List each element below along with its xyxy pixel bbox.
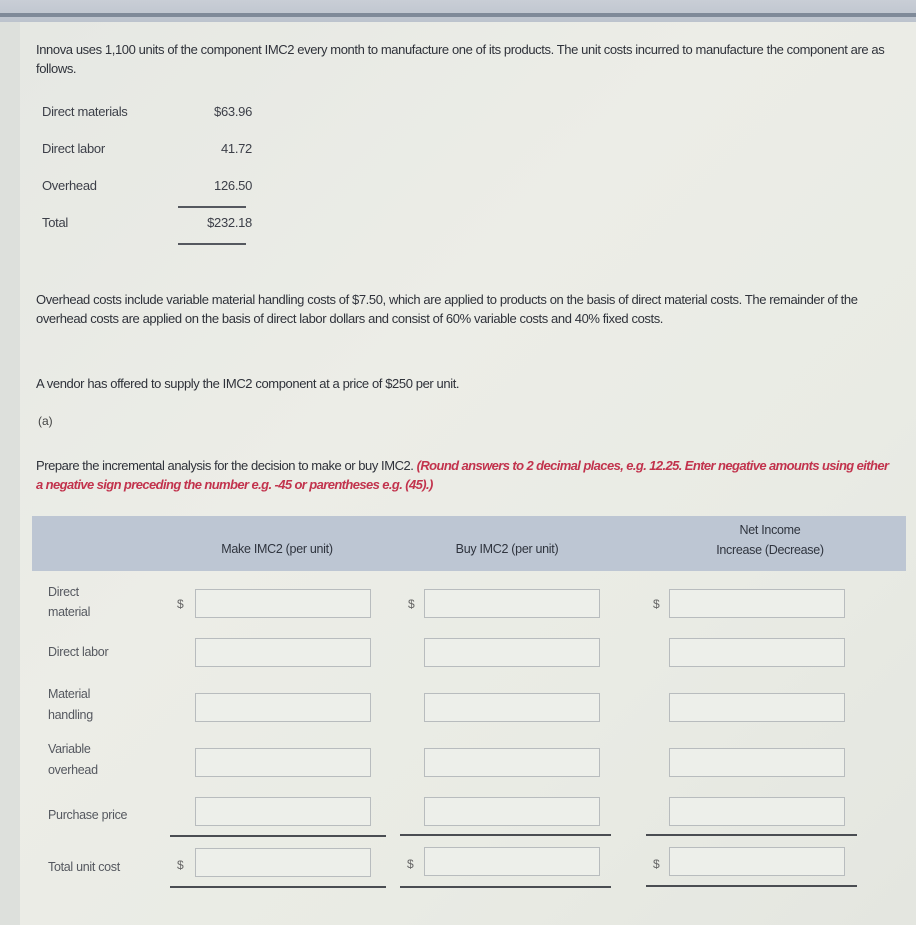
total-rule [170,886,386,888]
total-rule [400,886,611,888]
column-header-make: Make IMC2 (per unit) [221,542,333,556]
dollar-sign: $ [653,857,660,871]
buy-variable-overhead-input[interactable] [424,748,600,777]
browser-top-bar [0,0,916,22]
column-header-net-income-line1: Net Income [739,523,801,537]
make-variable-overhead-input[interactable] [195,748,371,777]
cost-row-overhead [42,176,252,213]
vendor-offer: A vendor has offered to supply the IMC2 component at a price of $250 per unit. [36,376,460,391]
net-total-unit-cost-input[interactable] [669,847,845,876]
problem-intro: Innova uses 1,100 units of the component IMC2 every month to manufacture one of its products. The unit costs incurred to manufacture the component are as follows. [36,42,885,76]
unit-cost-table [42,102,252,250]
dollar-sign: $ [177,597,184,611]
part-a-instruction [36,456,896,494]
buy-material-handling-input[interactable] [424,693,600,722]
cost-value: $232.18 [207,215,252,230]
row-label: Total unit cost [48,860,120,874]
row-label: Purchase price [48,808,128,822]
dollar-sign: $ [653,597,660,611]
cost-row-total [42,213,252,250]
cost-value: 41.72 [220,141,252,156]
cost-label: Direct materials [42,104,128,119]
make-material-handling-input[interactable] [195,693,371,722]
row-label-line2: handling [48,708,93,722]
make-direct-material-input[interactable] [195,589,371,618]
net-material-handling-input[interactable] [669,693,845,722]
subtotal-rule [400,834,611,836]
row-label: Variable [48,742,91,756]
part-a-label: (a) [38,414,53,428]
cost-row-direct-labor [42,139,252,176]
analysis-table-header [32,516,906,571]
subtotal-rule [170,835,386,837]
make-direct-labor-input[interactable] [195,638,371,667]
dollar-sign: $ [407,857,414,871]
instruction-note: (Round answers to 2 decimal places, e.g. 12.25. Enter negative amounts using either a negative sign preceding the number e.g. -45 or parentheses e.g. (45).) [36,458,889,492]
column-header-net-income-line2: Increase (Decrease) [716,543,824,557]
make-total-unit-cost-input[interactable] [195,848,371,877]
buy-total-unit-cost-input[interactable] [424,847,600,876]
dollar-sign: $ [408,597,415,611]
net-direct-material-input[interactable] [669,589,845,618]
cost-value: $63.96 [214,104,252,119]
subtotal-rule [646,834,857,836]
buy-purchase-price-input[interactable] [424,797,600,826]
overhead-note: Overhead costs include variable material handling costs of $7.50, which are applied to products on the basis of direct material costs. The remainder of the overhead costs are applied on the basis of direct labor dollars and consist of 60% variable costs and 40% fixed costs. [36,292,858,326]
row-label-line2: material [48,605,91,619]
net-variable-overhead-input[interactable] [669,748,845,777]
buy-direct-material-input[interactable] [424,589,600,618]
dollar-sign: $ [177,858,184,872]
total-rule [178,243,246,245]
row-label: Material [48,687,91,701]
row-label-line2: overhead [48,763,98,777]
total-rule [646,885,857,887]
cost-label: Direct labor [42,141,105,156]
instruction-text: Prepare the incremental analysis for the decision to make or buy IMC2. [36,458,417,473]
cost-value: 126.50 [214,178,252,193]
row-label: Direct [48,585,79,599]
row-label: Direct labor [48,645,109,659]
make-purchase-price-input[interactable] [195,797,371,826]
net-purchase-price-input[interactable] [669,797,845,826]
cost-label: Overhead [42,178,97,193]
buy-direct-labor-input[interactable] [424,638,600,667]
column-header-buy: Buy IMC2 (per unit) [455,542,559,556]
cost-row-direct-materials [42,102,252,139]
question-page [20,22,916,925]
top-divider [0,13,916,17]
net-direct-labor-input[interactable] [669,638,845,667]
cost-label: Total [42,215,68,230]
subtotal-rule [178,206,246,208]
